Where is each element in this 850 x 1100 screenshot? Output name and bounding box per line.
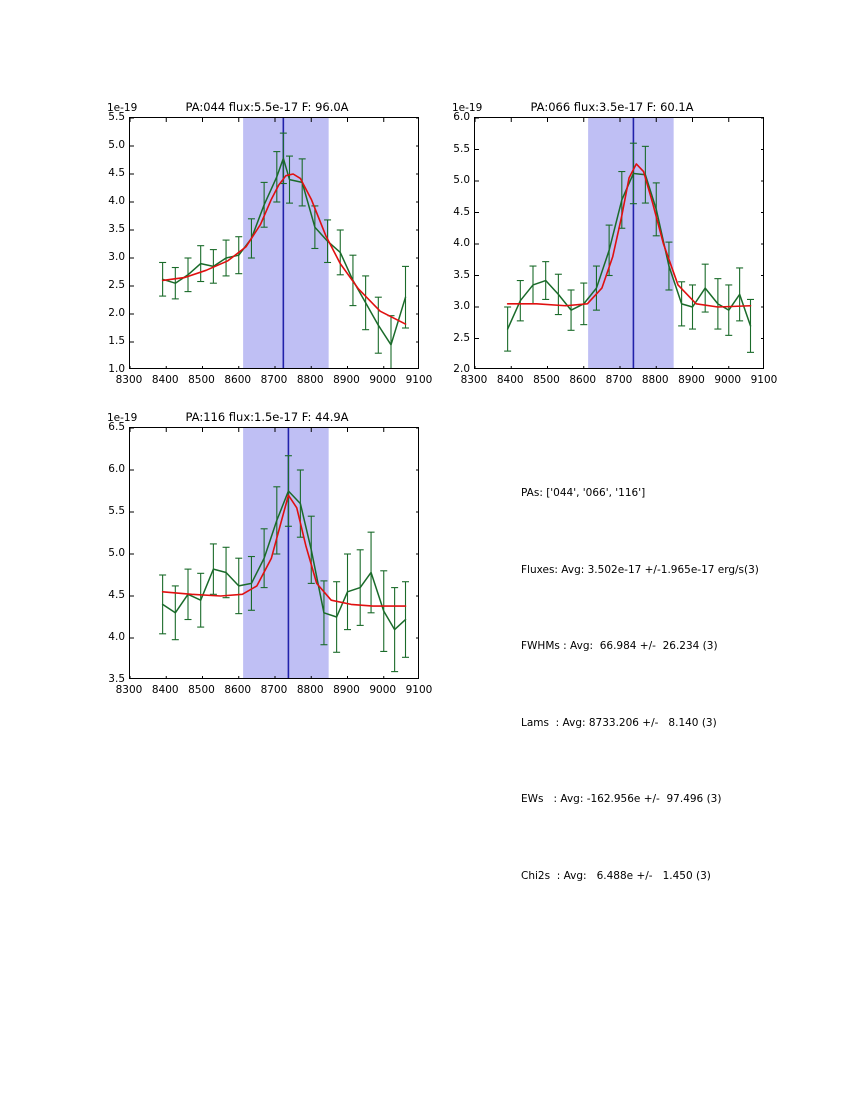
x-tick-label: 8400 — [151, 684, 179, 696]
x-tick-label: 8500 — [188, 374, 215, 386]
y-tick-label: 5.5 — [108, 505, 125, 517]
x-tick-label: 8800 — [641, 374, 669, 386]
y-tick-label: 3.5 — [453, 268, 470, 281]
y-tick-label: 5.0 — [108, 547, 125, 559]
panel-title-line1: PA:116 flux:1.5e-17 F: 44.9A — [185, 410, 349, 424]
x-tick-label: 8600 — [569, 374, 597, 386]
y-tick-label: 4.0 — [108, 195, 125, 207]
summary-line-chi2s: Chi2s : Avg: 6.488e +/- 1.450 (3) — [521, 869, 711, 882]
x-tick-label: 8300 — [115, 374, 143, 386]
plot-area-pa116[interactable] — [129, 427, 419, 679]
x-tick-label: 8600 — [224, 684, 252, 696]
y-tick-label: 4.0 — [453, 237, 470, 249]
x-tick-label: 8300 — [115, 684, 143, 696]
y-tick-label: 2.5 — [108, 279, 125, 291]
shaded-band — [243, 428, 329, 679]
y-tick-label: 4.5 — [453, 205, 470, 218]
y-tick-label: 5.5 — [108, 111, 125, 123]
y-tick-label: 5.0 — [108, 139, 125, 151]
x-tick-label: 8900 — [333, 374, 360, 386]
x-tick-label: 9000 — [369, 374, 397, 386]
x-tick-label: 8300 — [460, 374, 488, 386]
summary-line-fluxes: Fluxes: Avg: 3.502e-17 +/-1.965e-17 erg/s(3) — [521, 563, 759, 576]
shaded-band — [588, 118, 674, 369]
shaded-band — [243, 118, 329, 369]
y-tick-label: 1.0 — [108, 363, 125, 375]
y-tick-label: 2.0 — [453, 363, 470, 375]
y-tick-label: 5.0 — [453, 174, 470, 186]
summary-line-fwhms: FWHMs : Avg: 66.984 +/- 26.234 (3) — [521, 640, 718, 652]
y-tick-label: 3.5 — [108, 673, 125, 685]
plot-area-pa044[interactable] — [129, 117, 419, 369]
y-tick-label: 4.0 — [108, 631, 125, 643]
x-tick-label: 8500 — [188, 684, 215, 696]
x-tick-label: 8400 — [496, 374, 524, 386]
y-tick-label: 6.0 — [108, 463, 125, 475]
y-tick-label: 6.5 — [108, 421, 125, 433]
exponent-label-pa044: 1e-19 — [107, 102, 138, 114]
x-tick-label: 8800 — [296, 374, 324, 386]
plot-area-pa066[interactable] — [474, 117, 764, 369]
x-tick-label: 9100 — [405, 684, 433, 696]
y-tick-label: 2.0 — [108, 307, 125, 319]
exponent-label-pa066: 1e-19 — [452, 102, 483, 114]
x-tick-label: 8700 — [260, 684, 288, 696]
y-tick-label: 4.5 — [108, 589, 125, 601]
chart-panel-pa116 — [107, 380, 433, 696]
y-tick-label: 6.0 — [453, 111, 470, 123]
summary-line-lams: Lams : Avg: 8733.206 +/- 8.140 (3) — [521, 716, 717, 729]
y-tick-label: 3.5 — [108, 223, 125, 235]
y-tick-label: 1.5 — [108, 335, 125, 347]
x-tick-label: 8600 — [224, 374, 252, 386]
exponent-label-pa116: 1e-19 — [107, 412, 138, 424]
x-tick-label: 8800 — [296, 684, 324, 696]
x-tick-label: 8700 — [260, 374, 288, 386]
chart-panel-pa044 — [107, 70, 433, 386]
y-tick-label: 3.0 — [108, 251, 125, 263]
y-tick-label: 2.5 — [453, 331, 470, 344]
panel-title-line1: PA:066 flux:3.5e-17 F: 60.1A — [530, 100, 694, 114]
x-tick-label: 8900 — [678, 374, 705, 386]
x-tick-label: 8500 — [533, 374, 560, 386]
y-tick-label: 5.5 — [453, 142, 470, 155]
chart-panel-pa066 — [452, 70, 778, 386]
y-tick-label: 3.0 — [453, 300, 470, 312]
x-tick-label: 9100 — [405, 374, 433, 386]
x-tick-label: 9000 — [714, 374, 742, 386]
x-tick-label: 9000 — [369, 684, 397, 696]
x-tick-label: 8400 — [151, 374, 179, 386]
x-tick-label: 8700 — [605, 374, 633, 386]
summary-statistics — [521, 430, 821, 940]
summary-line-pas: PAs: ['044', '066', '116'] — [521, 487, 646, 499]
summary-line-ews: EWs : Avg: -162.956e +/- 97.496 (3) — [521, 793, 722, 805]
x-tick-label: 9100 — [750, 374, 778, 386]
panel-title-line1: PA:044 flux:5.5e-17 F: 96.0A — [185, 100, 349, 114]
y-tick-label: 4.5 — [108, 167, 125, 179]
x-tick-label: 8900 — [333, 684, 360, 696]
